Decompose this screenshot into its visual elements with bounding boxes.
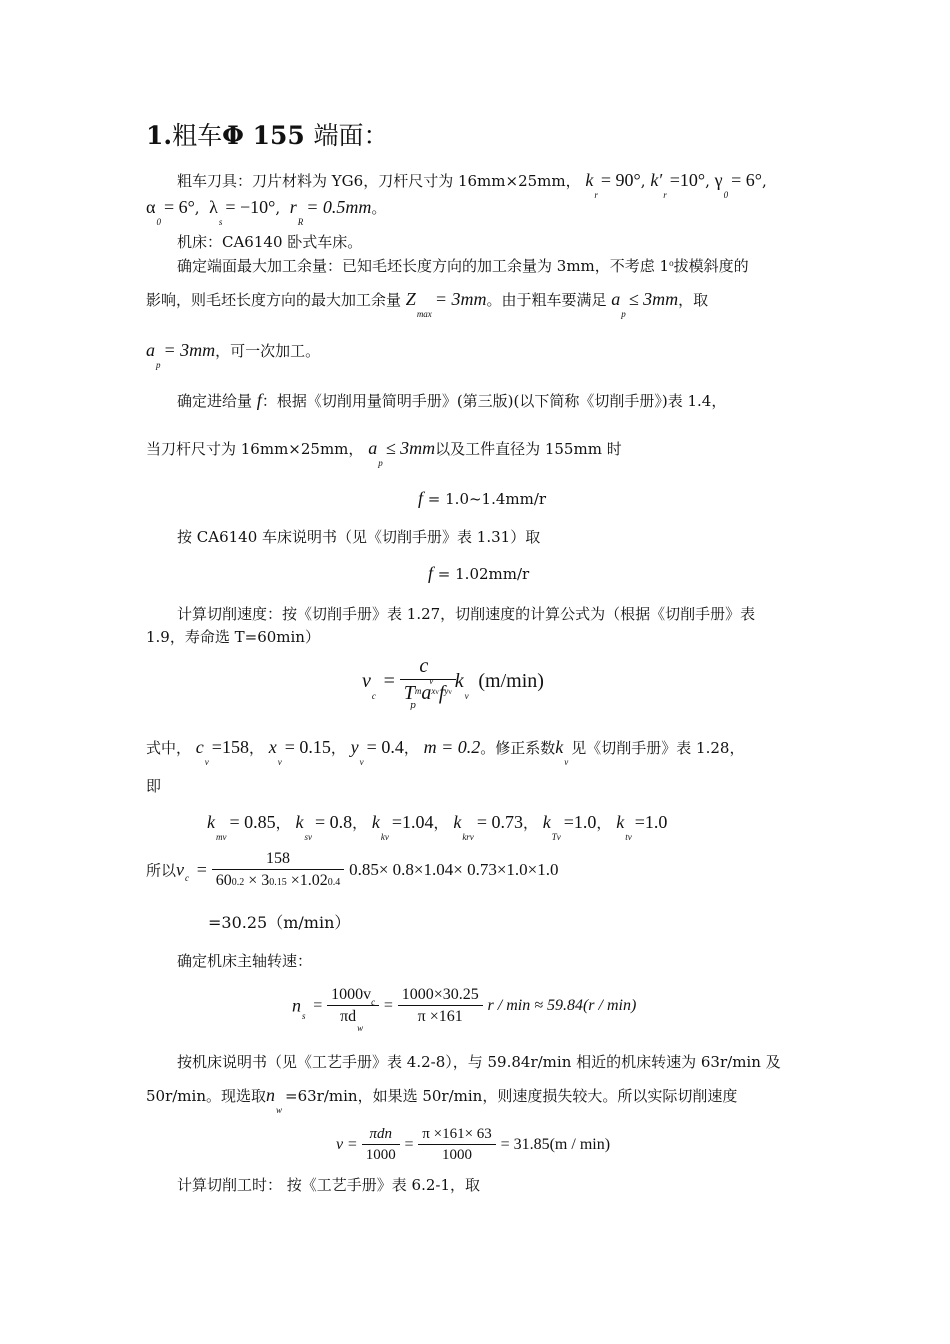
spindle-formula: $n_s$ = $\frac{1000v_c}{\pi d_w}$ = $\frac{1000\times 30.25}{\pi \times 161}$ r / min ≈ 59.84(r / min): [292, 986, 637, 1033]
manual-line-2: 50r/min。现选取$n_w=63r/\min$，如果选 50r/min，则速度损失较大。所以实际切削速度: [146, 1085, 738, 1115]
spindle-fraction-1: $\frac{1000v_c}{\pi d_w}$: [327, 986, 379, 1026]
actual-fraction-1: $\frac{\text{πdn}}{1000}$: [362, 1126, 400, 1164]
ji-line: 即: [146, 777, 162, 795]
feed-range: f = 1.0~1.4mm/r: [418, 488, 547, 508]
actual-speed-formula: v = $\frac{\text{πdn}}{1000}$ = $\frac{\pi \times 161\times 63}{1000}$ = 31.85(m / min): [336, 1126, 611, 1163]
coefficient-line: 式中， $c_v=158$， $x_v= 0.15$， $y_v= 0.4$， m = 0.2。修正系数$k_v$见《切削手册》表 1.28，: [146, 737, 745, 767]
spindle-fraction-2: $\frac{1000\times 30.25}{\pi \times 161}$: [398, 986, 483, 1026]
coef-ktv: $k_{tv}=1.0$: [616, 812, 668, 842]
speed-line-2: 1.9，寿命选 T=60min）: [146, 628, 320, 646]
speed-result: =30.25（m/min）: [208, 913, 351, 932]
speed-formula-fraction: $c_v$ $T^ma^{xv}f^{yv}$ p: [400, 655, 456, 711]
coef-kkrv: $k_{krv}= 0.73$: [453, 812, 523, 842]
speed-formula: $v_c$ = $c_v$ $T^ma^{xv}f^{yv}$ p $k_v$ (m/min): [362, 655, 544, 711]
allowance-line-2: 影响，则毛坯长度方向的最大加工余量 $Z_{max}= 3mm$。由于粗车要满足 $a_p\le 3mm$，取: [146, 289, 709, 319]
speed-calculation: 所以$v_c$ = $\frac{158}{600.2 \times 30.15 \times 1.020.4}$ 0.85× 0.8×1.04× 0.73×1.0×1.0: [146, 850, 559, 889]
cutting-time-line: 计算切削工时： 按《工艺手册》表 6.2-1，取: [177, 1176, 481, 1194]
coef-kmv: $k_{mv}= 0.85$: [207, 812, 276, 842]
section-heading: 1.粗车Φ 155 端面：: [146, 121, 389, 150]
correction-coefficients: $k_{mv}= 0.85$， $k_{sv}= 0.8$， $k_{kv}=1.04$， $k_{krv}= 0.73$， $k_{Tv}=1.0$， $k_{tv}=1.0$: [207, 812, 668, 842]
feed-chosen: f = 1.02mm/r: [428, 563, 530, 583]
manual-line-1: 按机床说明书（见《工艺手册》表 4.2-8），与 59.84r/min 相近的机床转速为 63r/min 及: [177, 1053, 781, 1071]
coef-kkv: $k_{kv}=1.04$: [371, 812, 434, 842]
tool-angles-line: $\alpha_0= 6^\circ$, $\lambda_s= -10^\circ$, $r_R= 0.5mm$。: [146, 197, 387, 227]
coef-ktv-upper: $k_{Tv}=1.0$: [542, 812, 597, 842]
feed-line-1: 确定进给量 f：根据《切削用量简明手册》(第三版)(以下简称《切削手册》)表 1.4，: [177, 390, 727, 410]
allowance-line-1: 确定端面最大加工余量：已知毛坯长度方向的加工余量为 3mm，不考虑 1$^o$拔模斜度的: [177, 257, 749, 275]
allowance-line-3: $a_p= 3mm$，可一次加工。: [146, 340, 321, 370]
ca6140-line: 按 CA6140 车床说明书（见《切削手册》表 1.31）取: [177, 528, 541, 546]
machine-line: 机床：CA6140 卧式车床。: [177, 233, 363, 251]
calc-fraction: $\frac{158}{600.2 \times 30.15 \times 1.020.4}$: [212, 850, 345, 890]
speed-line-1: 计算切削速度：按《切削手册》表 1.27，切削速度的计算公式为（根据《切削手册》表: [177, 605, 756, 623]
spindle-title: 确定机床主轴转速：: [177, 952, 313, 970]
coef-ksv: $k_{sv}= 0.8$: [295, 812, 353, 842]
feed-line-2: 当刀杆尺寸为 16mm×25mm， $a_p\le 3mm$以及工件直径为 155mm 时: [146, 438, 622, 468]
actual-fraction-2: $\frac{\pi \times 161\times 63}{1000}$: [418, 1126, 496, 1164]
tool-spec-line: 粗车刀具：刀片材料为 YG6，刀杆尺寸为 16mm×25mm， $k_r= 90^\circ$, $k'_r=10^\circ$, $\gamma_0= 6^\circ$,: [177, 170, 767, 200]
